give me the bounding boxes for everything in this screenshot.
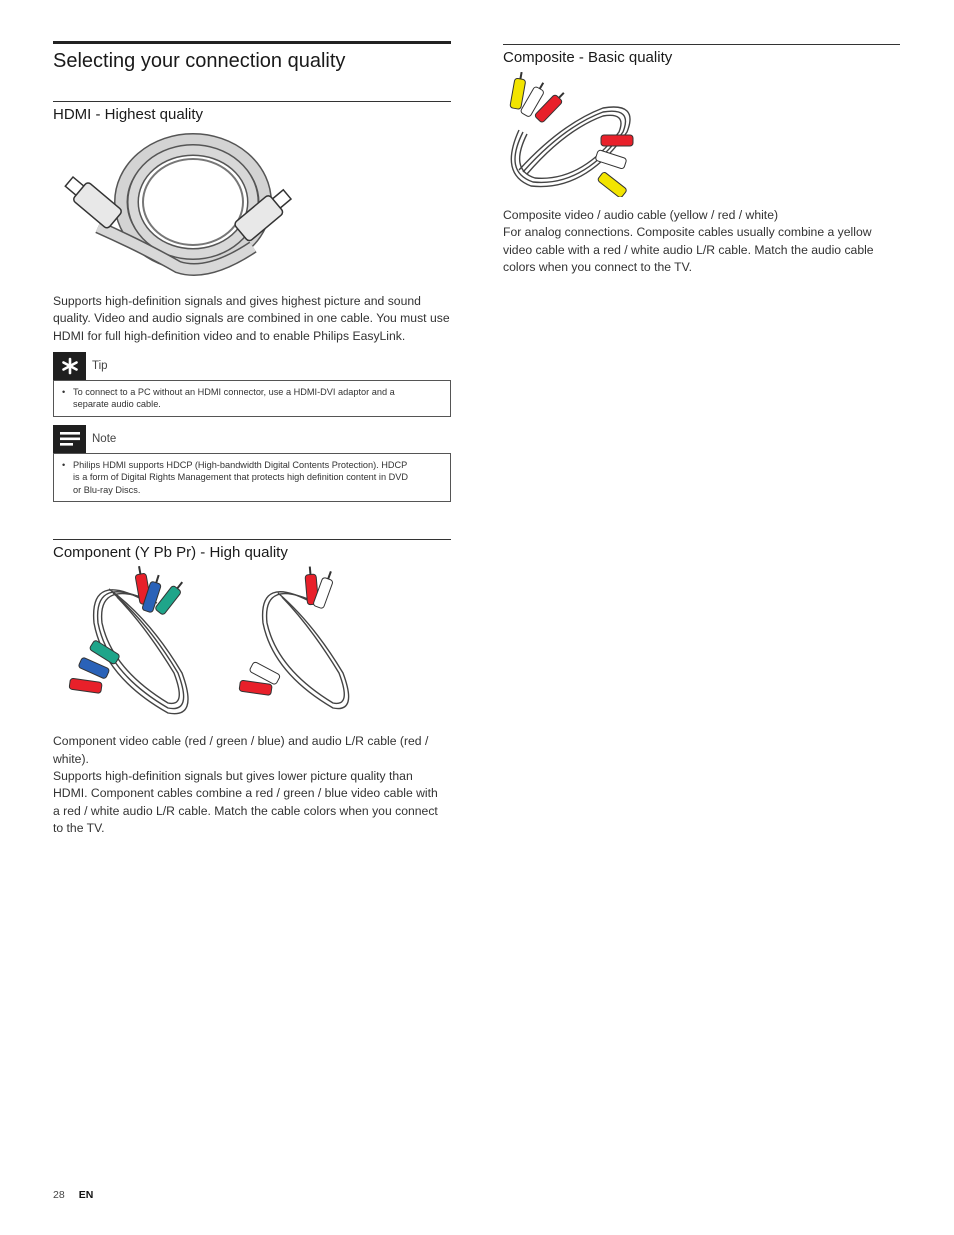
tip-header [53,352,451,380]
component-body-line: Supports high-definition signals but gives lower picture quality than [53,768,413,783]
hdmi-body [53,293,451,345]
tip-box [53,352,451,417]
left-column [53,41,451,837]
page-footer [53,1189,93,1201]
tip-text-line: To connect to a PC without an HDMI connector, use a HDMI-DVI adaptor and a [73,386,395,397]
note-label: Note [92,432,117,445]
component-cables-illustration [53,563,373,721]
composite-body-line: video cable with a red / white audio L/R cable. Match the audio cable [503,242,874,257]
composite-body [503,207,900,276]
bullet: • [62,386,66,397]
component-body [53,733,451,837]
right-column [503,44,900,276]
composite-cables-illustration [503,72,663,197]
note-text-line: or Blu-ray Discs. [73,484,141,495]
title-rule [53,41,451,44]
tip-label: Tip [92,359,108,372]
composite-body-line: For analog connections. Composite cables usually combine a yellow [503,225,872,240]
note-box [53,425,451,503]
note-body [53,453,451,503]
composite-body-line: colors when you connect to the TV. [503,259,693,274]
language-code: EN [78,1189,94,1201]
hdmi-body-line: Supports high-definition signals and gives highest picture and sound [53,294,421,308]
component-rule [53,539,451,540]
composite-rule [503,44,900,45]
asterisk-icon [53,352,86,380]
hdmi-body-line: HDMI for full high-definition video and to enable Philips EasyLink. [53,328,406,343]
bullet: • [62,459,66,470]
hdmi-cable-illustration [53,127,313,287]
hdmi-heading: HDMI - Highest quality [53,106,204,123]
tip-body [53,380,451,417]
component-body-line: Component video cable (red / green / blue) and audio L/R cable (red / white). [53,734,429,766]
component-heading: Component (Y Pb Pr) - High quality [53,544,288,562]
page-number: 28 [53,1189,65,1201]
component-body-line: to the TV. [53,820,105,835]
tip-item [62,386,442,411]
component-body-line: a red / white audio L/R cable. Match the cable colors when you connect [53,803,438,818]
note-header [53,425,451,453]
hdmi-rule [53,101,451,102]
note-item [62,459,442,497]
composite-heading: Composite - Basic quality [503,49,673,66]
composite-body-line: Composite video / audio cable (yellow / red / white) [503,208,779,222]
page-title: Selecting your connection quality [53,50,346,72]
component-body-line: HDMI. Component cables combine a red / green / blue video cable with [53,786,438,801]
tip-text-line: separate audio cable. [73,399,161,410]
note-lines-icon [53,425,86,453]
hdmi-body-line: quality. Video and audio signals are combined in one cable. You must use [53,311,450,326]
note-text-line: Philips HDMI supports HDCP (High-bandwidth Digital Contents Protection). HDCP [73,459,408,470]
note-text-line: is a form of Digital Rights Management that protects high definition content in DVD [73,472,409,483]
